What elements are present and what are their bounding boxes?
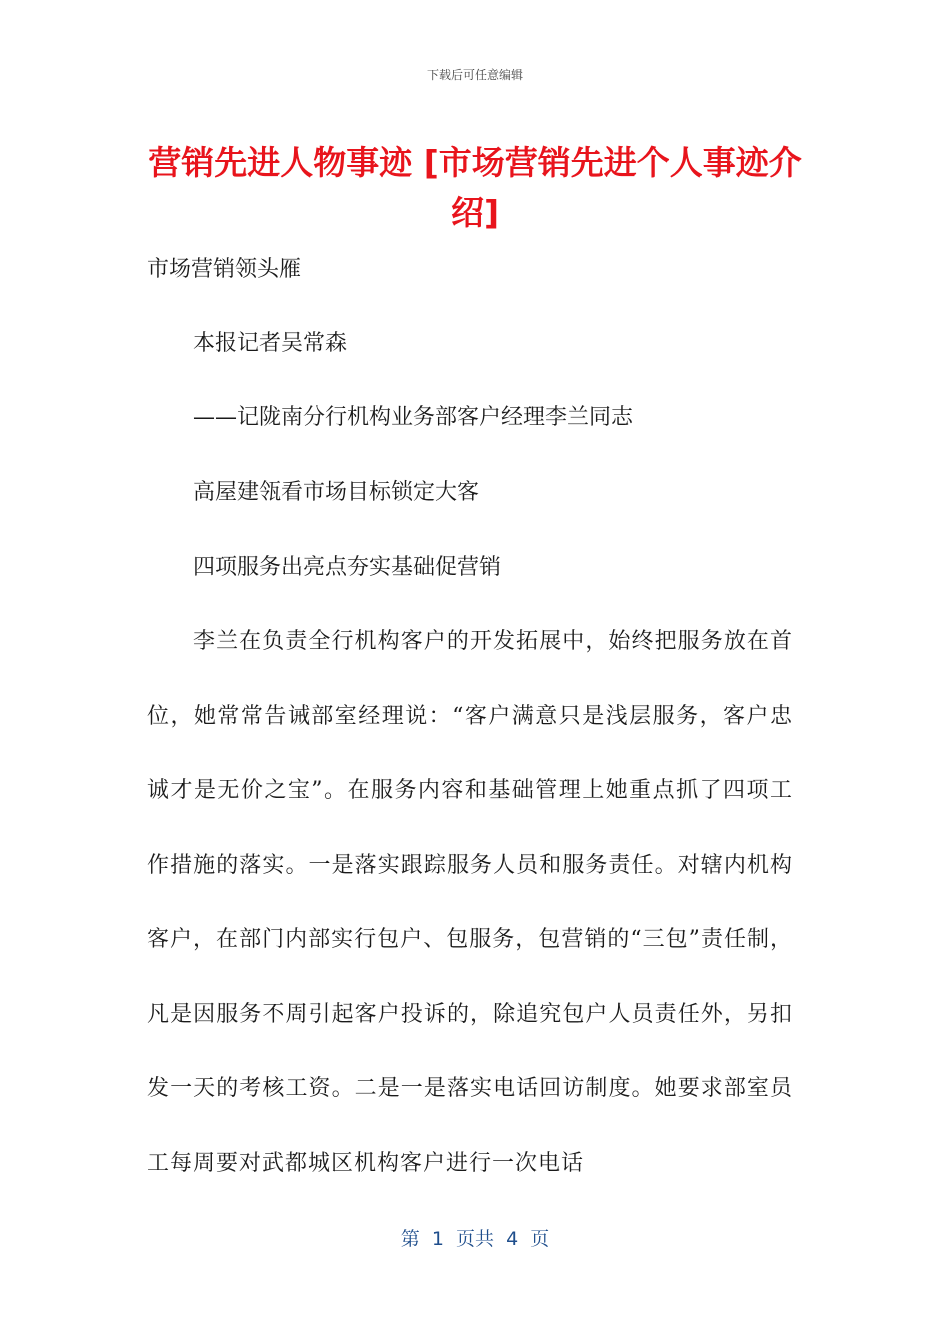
header-note: 下载后可任意编辑: [426, 68, 523, 82]
headline-line-2: 四项服务出亮点夯实基础促营销: [193, 555, 502, 580]
section-heading: 市场营销领头雁: [147, 257, 302, 282]
headline-line-1: 高屋建瓴看市场目标锁定大客: [193, 480, 480, 505]
document-title: 营销先进人物事迹 [市场营销先进个人事迹介绍]: [148, 143, 802, 232]
body-paragraph: 李兰在负责全行机构客户的开发拓展中，始终把服务放在首位，她常常告诫部室经理说：“客户满意只是浅层服务，客户忠诚才是无价之宝”。在服务内容和基础管理上她重点抓了四项工作措施的落实。一是落实跟踪服务人员和服务责任。对辖内机构客户，在部门内部实行包户、包服务，包营销的“三包”责任制，凡是因服务不周引起客户投诉的，除追究包户人员责任外，另扣发一天的考核工资。二是一是落实电话回访制度。她要求部室员工每周要对武都城区机构客户进行一次电话: [147, 629, 793, 1176]
subtitle-line: ——记陇南分行机构业务部客户经理李兰同志: [193, 405, 634, 430]
page-footer: 第 1 页共 4 页: [400, 1228, 550, 1250]
reporter-line: 本报记者吴常森: [193, 331, 348, 356]
